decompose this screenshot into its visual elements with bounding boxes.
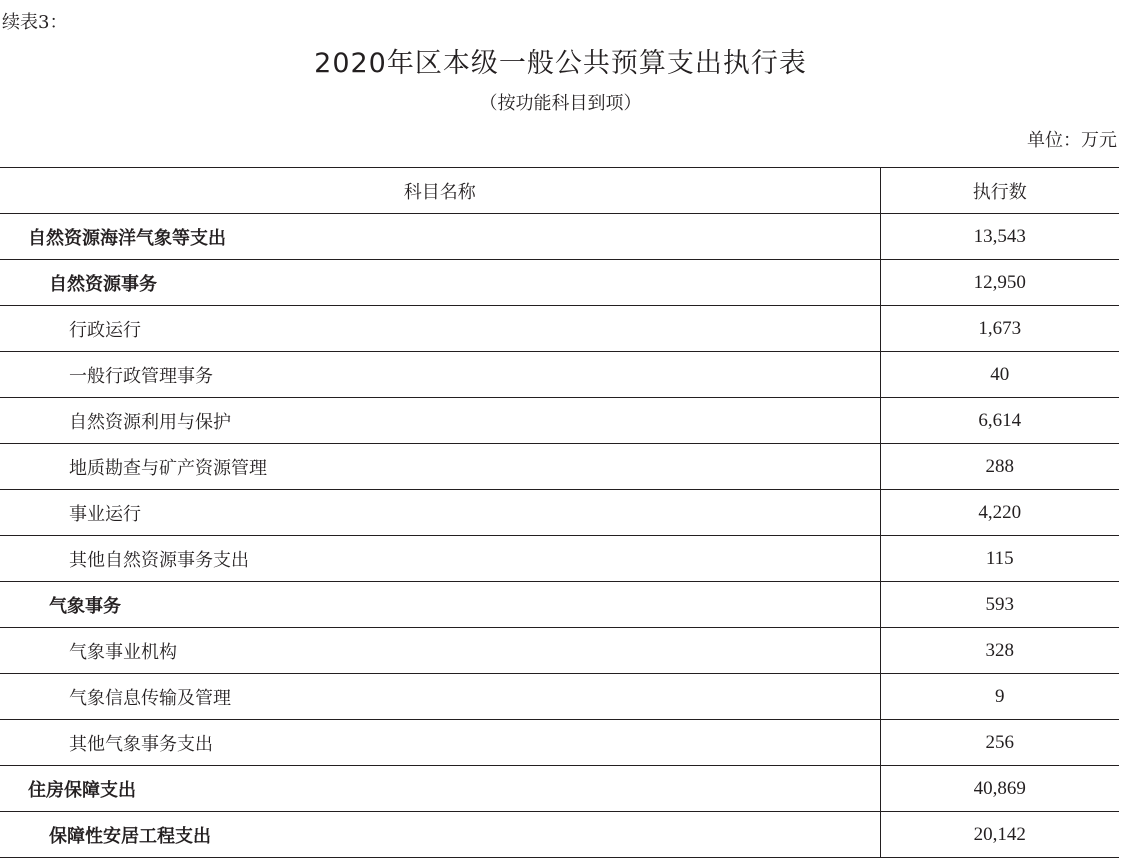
- row-item-name: 一般行政管理事务: [0, 352, 880, 398]
- page-subtitle: （按功能科目到项）: [479, 93, 642, 114]
- table-row: [0, 674, 1119, 720]
- table-row: [0, 398, 1119, 444]
- row-item-name: 保障性安居工程支出: [0, 812, 880, 858]
- table-row: [0, 214, 1119, 260]
- row-item-value: 4,220: [880, 490, 1119, 536]
- row-item-name: 自然资源海洋气象等支出: [0, 214, 880, 260]
- column-header-name: 科目名称: [0, 168, 880, 214]
- unit-label: 单位：万元: [1027, 130, 1117, 151]
- row-item-value: 40: [880, 352, 1119, 398]
- budget-table: [0, 167, 1119, 858]
- table-row: [0, 352, 1119, 398]
- row-item-value: 593: [880, 582, 1119, 628]
- row-item-name: 事业运行: [0, 490, 880, 536]
- row-item-name: 其他气象事务支出: [0, 720, 880, 766]
- row-item-value: 288: [880, 444, 1119, 490]
- table-row: [0, 444, 1119, 490]
- page-title: 2020年区本级一般公共预算支出执行表: [314, 48, 807, 79]
- row-item-name: 气象事业机构: [0, 628, 880, 674]
- row-item-value: 115: [880, 536, 1119, 582]
- row-item-value: 40,869: [880, 766, 1119, 812]
- row-item-name: 气象事务: [0, 582, 880, 628]
- row-item-name: 气象信息传输及管理: [0, 674, 880, 720]
- table-row: [0, 766, 1119, 812]
- row-item-value: 9: [880, 674, 1119, 720]
- row-item-value: 256: [880, 720, 1119, 766]
- table-row: [0, 628, 1119, 674]
- row-item-value: 12,950: [880, 260, 1119, 306]
- table-row: [0, 306, 1119, 352]
- table-row: [0, 490, 1119, 536]
- row-item-name: 其他自然资源事务支出: [0, 536, 880, 582]
- row-item-name: 住房保障支出: [0, 766, 880, 812]
- table-row: [0, 720, 1119, 766]
- table-row: [0, 536, 1119, 582]
- row-item-name: 行政运行: [0, 306, 880, 352]
- table-row: [0, 812, 1119, 858]
- continued-label: 续表3：: [2, 12, 68, 33]
- table-header-row: [0, 168, 1119, 214]
- row-item-value: 20,142: [880, 812, 1119, 858]
- row-item-value: 13,543: [880, 214, 1119, 260]
- row-item-value: 1,673: [880, 306, 1119, 352]
- column-header-value: 执行数: [880, 168, 1119, 214]
- table-row: [0, 260, 1119, 306]
- row-item-value: 328: [880, 628, 1119, 674]
- row-item-name: 自然资源事务: [0, 260, 880, 306]
- row-item-name: 自然资源利用与保护: [0, 398, 880, 444]
- row-item-value: 6,614: [880, 398, 1119, 444]
- row-item-name: 地质勘查与矿产资源管理: [0, 444, 880, 490]
- table-row: [0, 582, 1119, 628]
